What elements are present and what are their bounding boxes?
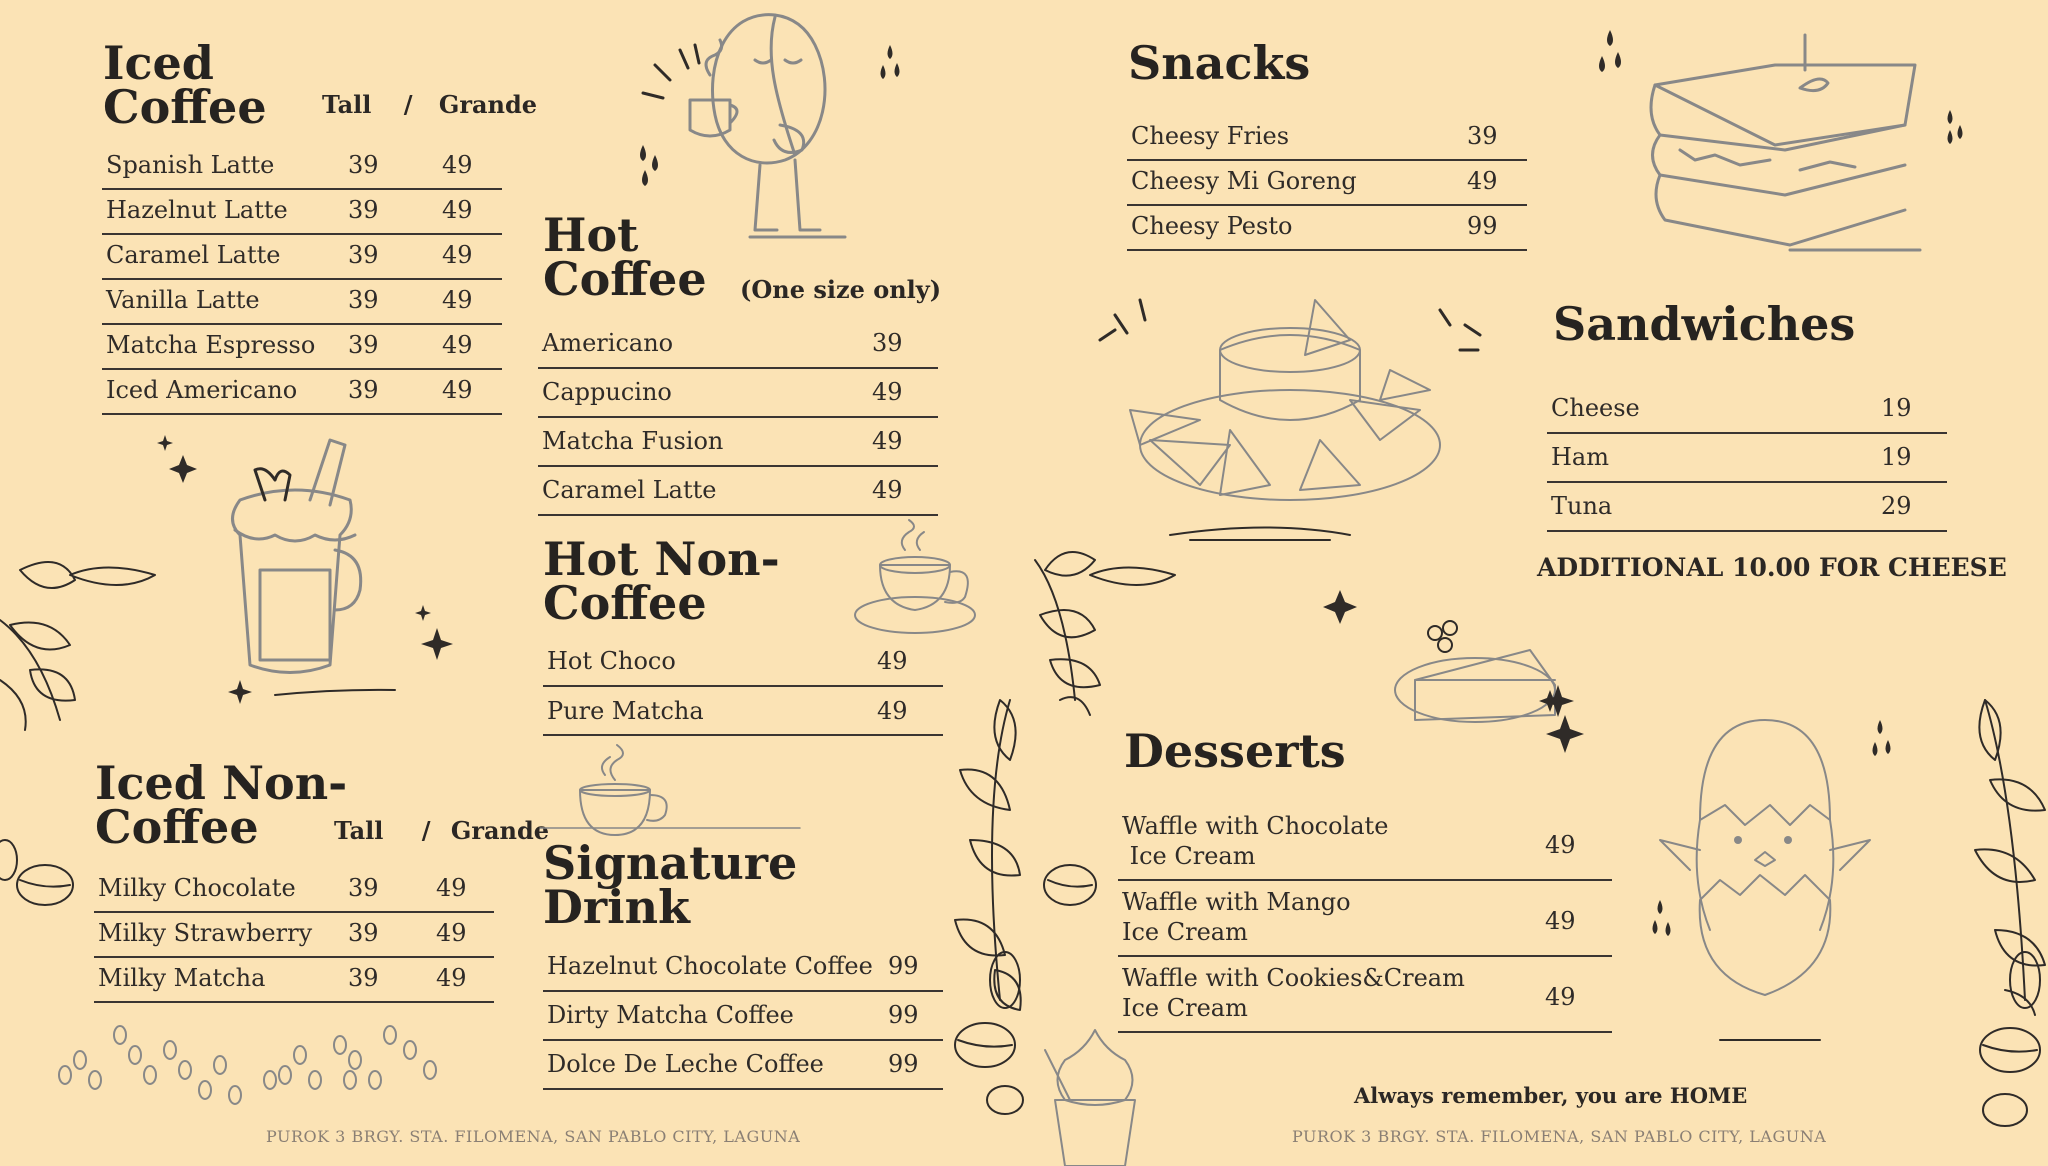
item-price-tall: 39 <box>348 331 379 359</box>
menu-row <box>102 188 502 235</box>
item-price: 29 <box>1881 492 1912 520</box>
size-tall-label: Tall <box>334 816 384 845</box>
item-price: 49 <box>877 647 908 675</box>
menu-row <box>543 992 943 1041</box>
item-name: Americano <box>542 329 674 357</box>
item-price: 49 <box>872 427 903 455</box>
iced-coffee-size-header <box>322 90 537 119</box>
drop-icon <box>635 140 665 190</box>
menu-row <box>543 687 943 736</box>
iced-coffee-title: Iced Coffee <box>103 36 267 134</box>
item-name: Hazelnut Latte <box>106 196 288 224</box>
item-name: Milky Matcha <box>98 964 266 992</box>
menu-row <box>1127 204 1527 251</box>
item-price: 49 <box>1545 983 1576 1011</box>
menu-row <box>102 323 502 370</box>
chick-in-egg-icon <box>1630 710 1900 1050</box>
item-price-grande: 49 <box>442 151 473 179</box>
address-right: PUROK 3 BRGY. STA. FILOMENA, SAN PABLO CITY, LAGUNA <box>1292 1127 1827 1146</box>
item-name: Pure Matcha <box>547 697 704 725</box>
item-name: Milky Strawberry <box>98 919 313 947</box>
iced-drink-icon <box>140 420 460 720</box>
item-name: Hazelnut Chocolate Coffee <box>547 952 873 980</box>
hot-coffee-title: Hot Coffee <box>543 208 707 306</box>
menu-row <box>94 866 494 913</box>
item-price-grande: 49 <box>436 874 467 902</box>
item-price: 99 <box>888 952 919 980</box>
item-price: 99 <box>888 1050 919 1078</box>
menu-row <box>543 1041 943 1090</box>
item-price: 49 <box>1467 167 1498 195</box>
iced-non-coffee-title: Iced Non- Coffee <box>95 756 348 854</box>
menu-row <box>102 233 502 280</box>
menu-row <box>543 943 943 992</box>
item-price-tall: 39 <box>348 196 379 224</box>
item-price-grande: 49 <box>442 376 473 404</box>
menu-row <box>1127 114 1527 161</box>
item-name: Cheesy Fries <box>1131 122 1290 150</box>
item-price-tall: 39 <box>348 241 379 269</box>
menu-row <box>102 143 502 190</box>
item-price-grande: 49 <box>442 331 473 359</box>
item-price-grande: 49 <box>436 964 467 992</box>
item-name: Vanilla Latte <box>106 286 260 314</box>
item-price-grande: 49 <box>442 286 473 314</box>
hot-coffee-cup-icon <box>540 740 800 850</box>
item-price: 39 <box>872 329 903 357</box>
item-name: Cheesy Pesto <box>1131 212 1293 240</box>
sandwiches-cheese-note: ADDITIONAL 10.00 FOR CHEESE <box>1537 553 2007 582</box>
sandwiches-title: Sandwiches <box>1553 297 1856 351</box>
signature-drink-title: Signature Drink <box>543 836 798 934</box>
coffee-beans-icon <box>1965 940 2048 1140</box>
menu-row <box>1127 159 1527 206</box>
item-name: Caramel Latte <box>542 476 717 504</box>
coffee-beans-icon <box>0 820 80 940</box>
menu-row <box>1547 434 1947 483</box>
item-name: Cheesy Mi Goreng <box>1131 167 1357 195</box>
ice-cream-icon <box>1035 1030 1155 1166</box>
item-name: Spanish Latte <box>106 151 275 179</box>
item-name: Matcha Espresso <box>106 331 316 359</box>
item-name: Waffle with Cookies&Cream Ice Cream <box>1122 964 1465 1022</box>
item-price: 19 <box>1881 443 1912 471</box>
hot-non-coffee-title: Hot Non- Coffee <box>543 532 780 630</box>
item-price: 49 <box>1545 831 1576 859</box>
menu-row <box>102 368 502 415</box>
leaf-branch-icon <box>0 540 160 730</box>
size-grande-label: Grande <box>450 816 550 845</box>
coffee-beans-icon <box>950 950 1020 1120</box>
menu-row <box>1547 385 1947 434</box>
item-name: Milky Chocolate <box>98 874 296 902</box>
menu-row <box>538 369 938 418</box>
item-price-grande: 49 <box>442 196 473 224</box>
menu-row <box>1118 805 1612 881</box>
item-name: Caramel Latte <box>106 241 281 269</box>
item-price-tall: 39 <box>348 919 379 947</box>
menu-row <box>538 320 938 369</box>
menu-row <box>94 956 494 1003</box>
item-price: 49 <box>877 697 908 725</box>
item-name: Waffle with Mango Ice Cream <box>1122 888 1351 946</box>
item-price-tall: 39 <box>348 874 379 902</box>
iced-non-coffee-size-header <box>334 816 549 845</box>
item-price: 39 <box>1467 122 1498 150</box>
item-price-tall: 39 <box>348 964 379 992</box>
sandwich-icon <box>1590 30 1950 270</box>
tagline: Always remember, you are HOME <box>1354 1083 1748 1108</box>
menu-row <box>1547 483 1947 532</box>
menu-row <box>538 467 938 516</box>
item-name: Hot Choco <box>547 647 676 675</box>
item-name: Dirty Matcha Coffee <box>547 1001 794 1029</box>
item-price: 49 <box>872 378 903 406</box>
leaf-branch-icon <box>1025 540 1185 730</box>
menu-row <box>1118 957 1612 1033</box>
desserts-title: Desserts <box>1124 724 1346 778</box>
address-left: PUROK 3 BRGY. STA. FILOMENA, SAN PABLO CITY, LAGUNA <box>266 1127 801 1146</box>
item-price-tall: 39 <box>348 286 379 314</box>
sparkle-icon <box>1540 690 1590 760</box>
item-name: Matcha Fusion <box>542 427 724 455</box>
item-price: 49 <box>1545 907 1576 935</box>
item-price: 99 <box>1467 212 1498 240</box>
item-name: Dolce De Leche Coffee <box>547 1050 824 1078</box>
item-price: 49 <box>872 476 903 504</box>
nachos-icon <box>1090 290 1490 560</box>
hot-coffee-cup-icon <box>850 520 990 640</box>
item-price: 99 <box>888 1001 919 1029</box>
size-tall-label: Tall <box>322 90 372 119</box>
menu-row <box>102 278 502 325</box>
scattered-beans-icon <box>45 1020 465 1120</box>
snacks-title: Snacks <box>1128 36 1311 90</box>
item-price: 19 <box>1881 394 1912 422</box>
item-price-tall: 39 <box>348 151 379 179</box>
item-name: Tuna <box>1551 492 1613 520</box>
menu-row <box>1118 881 1612 957</box>
coffee-beans-icon <box>1040 850 1100 920</box>
hot-coffee-note: (One size only) <box>740 275 942 304</box>
item-name: Iced Americano <box>106 376 298 404</box>
size-separator: / <box>421 816 431 845</box>
item-name: Cheese <box>1551 394 1640 422</box>
item-name: Waffle with Chocolate Ice Cream <box>1122 812 1389 870</box>
coffee-bean-mascot-icon <box>635 5 875 245</box>
item-name: Ham <box>1551 443 1609 471</box>
size-grande-label: Grande <box>438 90 538 119</box>
menu-row <box>94 911 494 958</box>
item-price-grande: 49 <box>436 919 467 947</box>
menu-row <box>538 418 938 467</box>
item-name: Cappucino <box>542 378 672 406</box>
item-price-grande: 49 <box>442 241 473 269</box>
item-price-tall: 39 <box>348 376 379 404</box>
menu-row <box>543 638 943 687</box>
size-separator: / <box>403 90 413 119</box>
